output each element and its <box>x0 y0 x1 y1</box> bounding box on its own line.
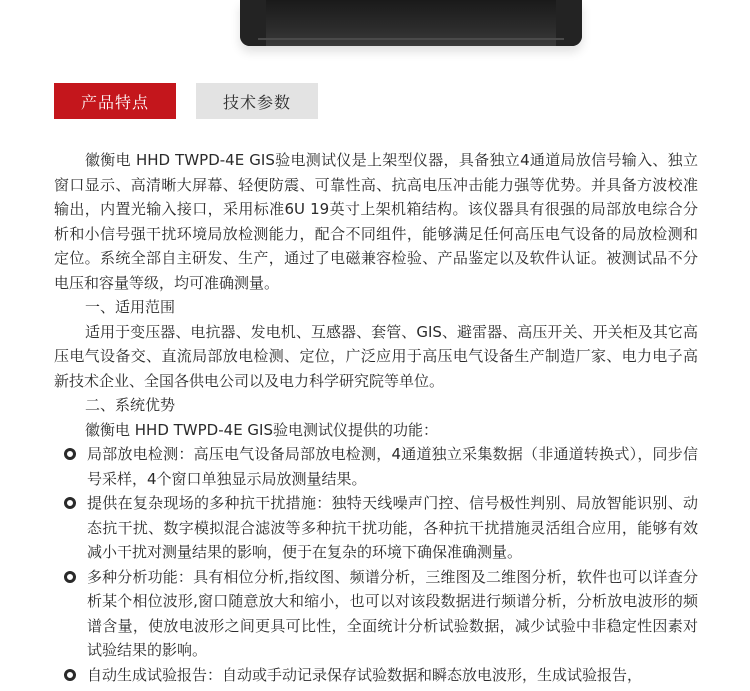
bullet-ring-icon <box>64 669 76 681</box>
tab-features[interactable]: 产品特点 <box>54 83 176 119</box>
device-edge <box>258 38 564 40</box>
device-image <box>240 0 582 46</box>
content-body <box>54 148 698 687</box>
bullet-ring-icon <box>64 497 76 509</box>
tab-bar <box>54 83 318 119</box>
feature-list <box>54 442 698 687</box>
tab-specs[interactable]: 技术参数 <box>196 83 318 119</box>
list-item <box>54 491 698 565</box>
section2-subline: 徽衡电 HHD TWPD-4E GIS验电测试仪提供的功能： <box>85 420 439 439</box>
list-item <box>54 565 698 663</box>
intro-paragraph: 徽衡电 HHD TWPD-4E GIS验电测试仪是上架型仪器，具备独立4通道局放信号输入、独立窗口显示、高清晰大屏幕、轻便防震、可靠性高、抗高电压冲击能力强等优势。并具备方波校准输出，内置光输入接口，采用标准6U 19英寸上架机箱结构。该仪器具有很强的局部放电综合分析和小信号强干扰环境局放检测能力，配合不同组件，能够满足任何高压电气设备的局放检测和定位。系统全部自主研发、生产，通过了电磁兼容检验、产品鉴定以及软件认证。被测试品不分电压和容量等级，均可准确测量。 <box>54 151 698 292</box>
list-item-text: 多种分析功能：具有相位分析,指纹图、频谱分析，三维图及二维图分析，软件也可以详查分析某个相位波形,窗口随意放大和缩小，也可以对该段数据进行频谱分析，分析放电波形的频谱含量，使放电波形之间更具可比性，全面统计分析试验数据，减少试验中非稳定性因素对试验结果的影响。 <box>87 567 698 659</box>
list-item-text: 自动生成试验报告：自动或手动记录保存试验数据和瞬态放电波形，生成试验报告， <box>87 665 643 684</box>
list-item-text: 局部放电检测：高压电气设备局部放电检测，4通道独立采集数据（非通道转换式），同步信号采样，4个窗口单独显示局放测量结果。 <box>87 445 698 488</box>
list-item <box>54 442 698 491</box>
list-item <box>54 663 698 688</box>
section1-heading: 一、适用范围 <box>85 298 176 316</box>
section2-heading: 二、系统优势 <box>85 396 176 414</box>
section1-text: 适用于变压器、电抗器、发电机、互感器、套管、GIS、避雷器、高压开关、开关柜及其它高压电气设备交、直流局部放电检测、定位，广泛应用于高压电气设备生产制造厂家、电力电子高新技术企业、全国各供电公司以及电力科学研究院等单位。 <box>54 322 698 390</box>
bullet-ring-icon <box>64 448 76 460</box>
list-item-text: 提供在复杂现场的多种抗干扰措施：独特天线噪声门控、信号极性判别、局放智能识别、动态抗干扰、数字模拟混合滤波等多种抗干扰功能，各种抗干扰措施灵活组合应用，能够有效减小干扰对测量结果的影响，便于在复杂的环境下确保准确测量。 <box>87 494 698 561</box>
bullet-ring-icon <box>64 571 76 583</box>
